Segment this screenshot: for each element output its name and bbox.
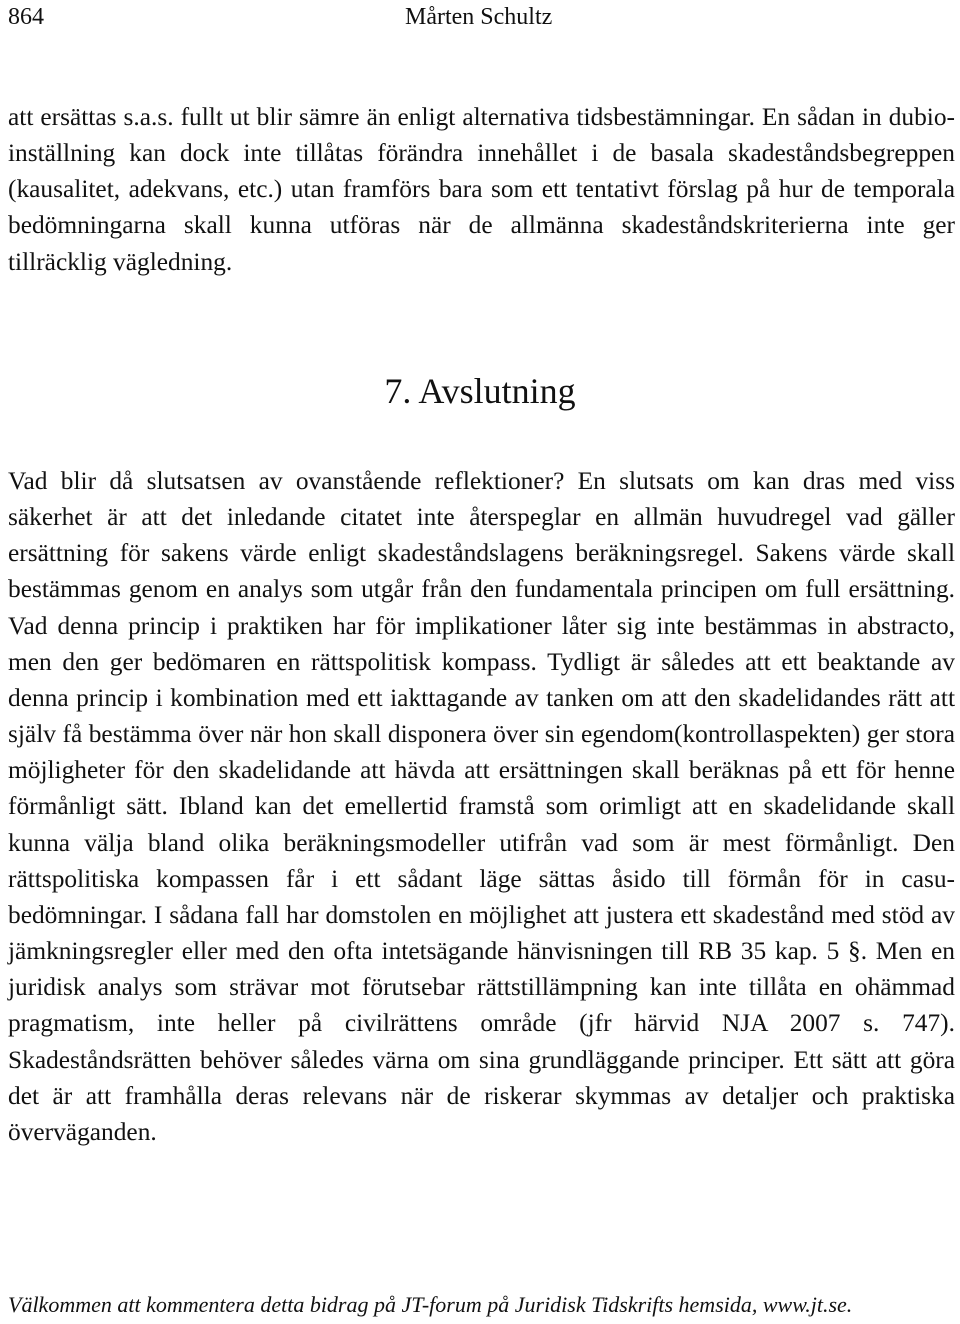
running-head-author: Mårten Schultz: [405, 4, 553, 30]
page-number: 864: [8, 4, 44, 30]
body-paragraph-2: Vad blir då slutsatsen av ovanstående reflektioner? En slutsats om kan dras med viss säkerhet är att det inledande citatet inte återspeglar en allmän huvudregel vad gäller ersättning för sakens värde enligt skadeståndslagens beräkningsregel. Sakens värde skall bestämmas genom en analys som utgår från den fundamentala principen om full ersättning. Vad denna princip i praktiken har för implikationer låter sig inte bestämmas in abstracto, men den ger bedömaren en rättspolitisk kompass. Tydligt är således att ett beaktande av denna princip i kombination med ett iakttagande av tanken om att den skadelidandes rätt att själv få bestämma över när hon skall disponera över sin egendom(kontrollaspekten) ger stora möjligheter för den skadelidande att hävda att ersättningen skall beräknas på ett för henne förmånligt sätt. Ibland kan det emellertid framstå som orimligt att en skadelidande skall kunna välja bland olika beräkningsmodeller utifrån vad som är mest förmånligt. Den rättspolitiska kompassen får i ett sådant läge sättas åsido till förmån för in casu-bedömningar. I sådana fall har domstolen en möjlighet att justera ett skadestånd med stöd av jämkningsregler eller med den ofta intetsägande hänvisningen till RB 35 kap. 5 §. Men en juridisk analys som strävar mot förutsebar rättstillämpning kan inte tillåta en ohämmad pragmatism, inte heller på civilrättens område (jfr härvid NJA 2007 s. 747). Skadeståndsrätten behöver således värna om sina grundläggande principer. Ett sätt att göra det är att framhålla deras relevans när de riskerar skymmas av detaljer och praktiska överväganden.: [8, 467, 955, 1146]
page-header: [0, 0, 960, 40]
footer-note: Välkommen att kommentera detta bidrag på JT-forum på Juridisk Tidskrifts hemsida, www.jt.se.: [8, 1292, 853, 1317]
section-heading: 7. Avslutning: [384, 371, 576, 411]
body-paragraph-1: att ersättas s.a.s. fullt ut blir sämre än enligt alternativa tidsbestämningar. En sådan in dubio-inställning kan dock inte tillåtas förändra innehållet i de basala skadeståndsbegreppen (kausalitet, adekvans, etc.) utan framförs bara som ett tentativt förslag på hur de temporala bedömningarna skall kunna utföras när de allmänna skadeståndskriterierna inte ger tillräcklig vägledning.: [8, 103, 955, 276]
